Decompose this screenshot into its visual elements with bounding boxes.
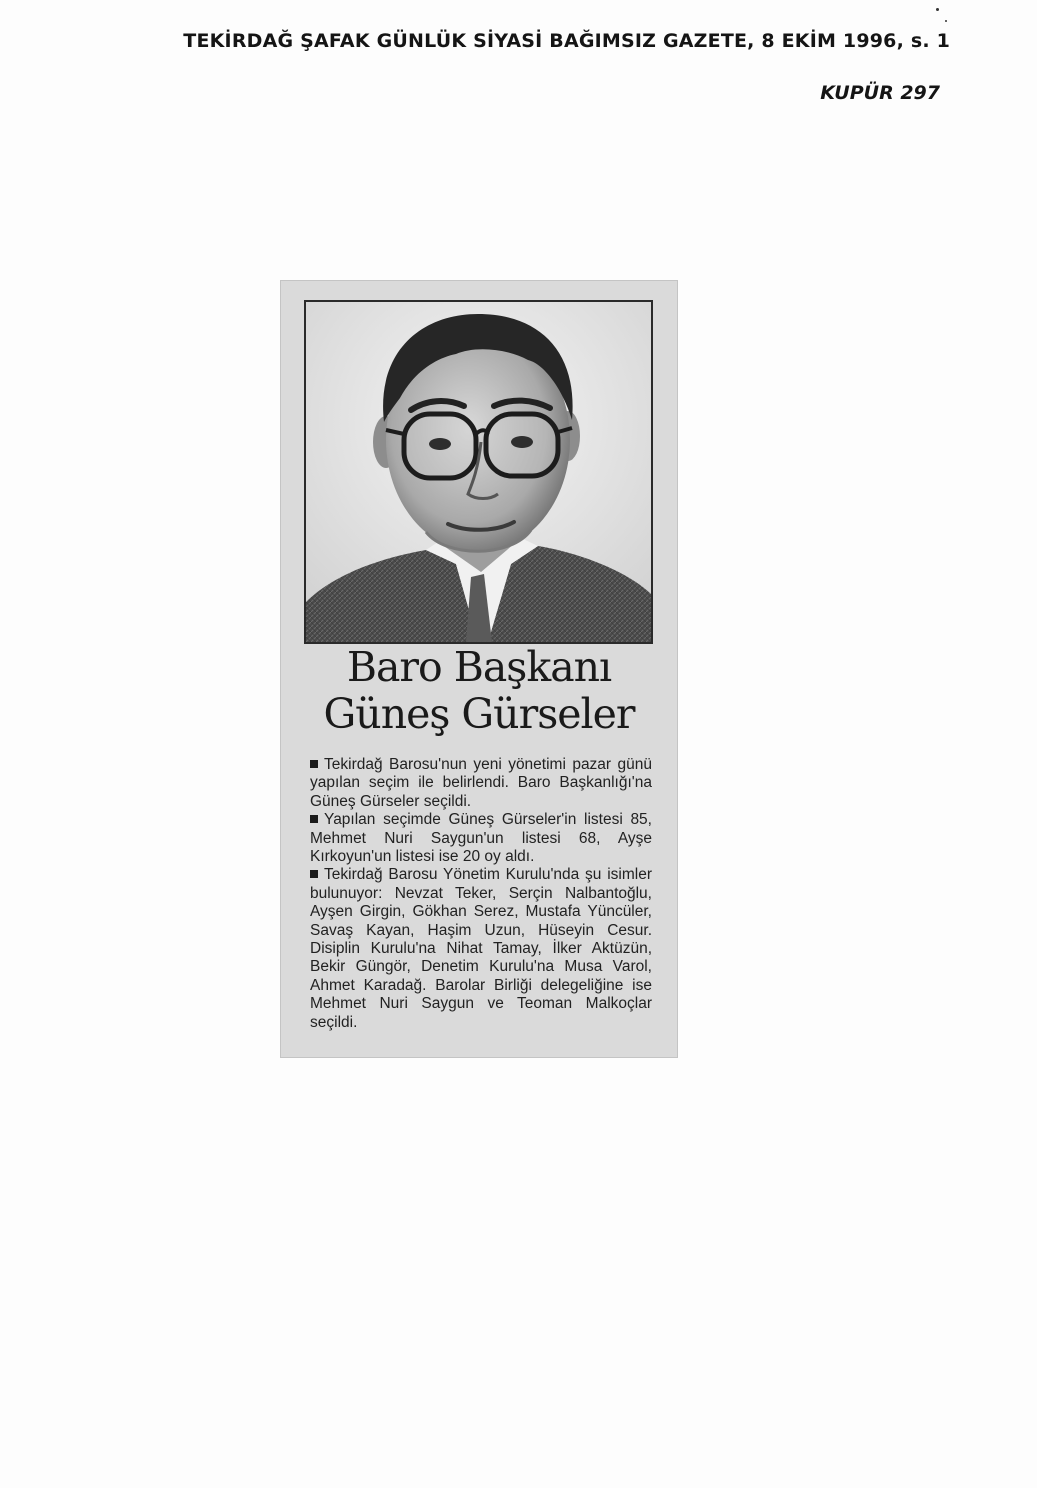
paragraph-text: Tekirdağ Barosu'nun yeni yönetimi pazar günü yapılan seçim ile belirlendi. Baro Başkanlığı'na Güneş Gürseler seçildi. [310,756,652,810]
paragraph-text: Yapılan seçimde Güneş Gürseler'in listesi 85, Mehmet Nuri Saygun'un listesi 68, Ayşe Kırkoyun'un listesi ise 20 oy aldı. [310,811,652,866]
portrait-photo [304,300,653,644]
article-paragraph [310,756,652,811]
article-body [310,756,652,1032]
headline [280,644,678,738]
bullet-square-icon [310,760,318,768]
clipping-number: KUPÜR 297 [820,82,940,104]
source-citation: TEKİRDAĞ ŞAFAK GÜNLÜK SİYASİ BAĞIMSIZ GAZETE, 8 EKİM 1996, s. 1 [183,30,950,52]
article-paragraph [310,811,652,866]
scan-speck [945,20,947,22]
newspaper-clipping [280,280,678,1058]
article-paragraph [310,866,652,1032]
bullet-square-icon [310,815,318,823]
paragraph-text: Tekirdağ Barosu Yönetim Kurulu'nda şu isimler bulunuyor: Nevzat Teker, Serçin Nalbantoğlu, Ayşen Girgin, Gökhan Serez, Mustafa Yüncüler, Savaş Kayan, Haşim Uzun, Hüseyin Cesur. Disiplin Kurulu'na Nihat Tamay, İlker Aktüzün, Bekir Güngör, Denetim Kurulu'na Musa Varol, Ahmet Karadağ. Barolar Birliği delegeliğine ise Mehmet Nuri Saygun ve Teoman Malkoçlar seçildi. [310,866,652,1031]
headline-line-1: Baro Başkanı [346,643,612,691]
scan-speck [936,8,939,11]
portrait-image [306,302,651,642]
bullet-square-icon [310,870,318,878]
headline-line-2: Güneş Gürseler [323,690,635,738]
